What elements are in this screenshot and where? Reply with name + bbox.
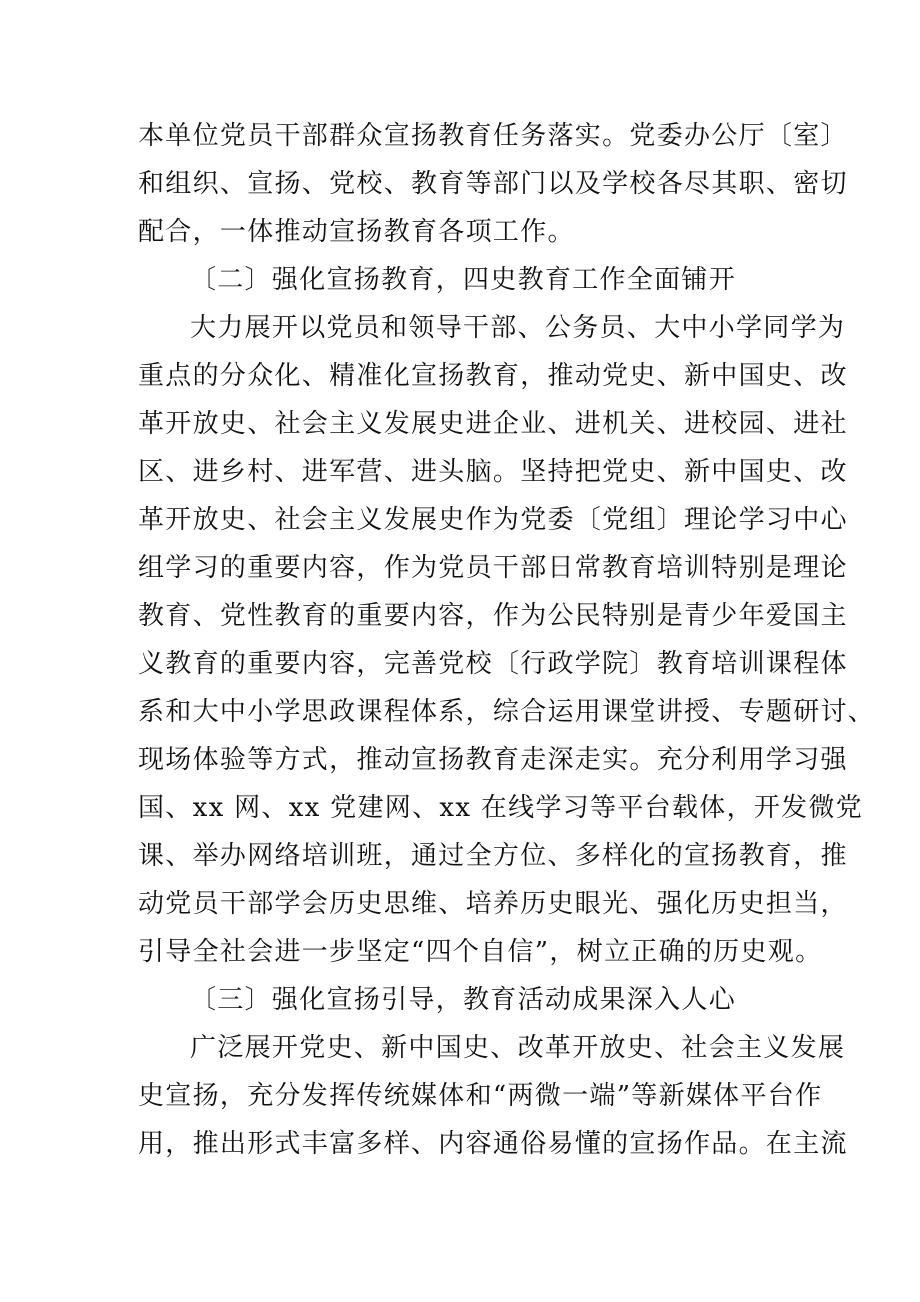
body-line-11: 教育、党性教育的重要内容，作为公民特别是青少年爱国主 — [138, 601, 848, 631]
body-line-9: 革开放史、社会主义发展史作为党委〔党组〕理论学习中心 — [138, 505, 848, 535]
body-line-12: 义教育的重要内容，完善党校〔行政学院〕教育培训课程体 — [138, 649, 848, 679]
body-line-10: 组学习的重要内容，作为党员干部日常教育培训特别是理论 — [138, 553, 848, 583]
body-line-5: 大力展开以党员和领导干部、公务员、大中小学同学为 — [190, 313, 846, 343]
body-line-6: 重点的分众化、精准化宣扬教育，推动党史、新中国史、改 — [138, 361, 848, 391]
body-line-1: 本单位党员干部群众宣扬教育任务落实。党委办公厅〔室〕 — [138, 121, 848, 151]
body-line-13: 系和大中小学思政课程体系，综合运用课堂讲授、专题研讨、 — [138, 697, 876, 727]
section-heading-3: 〔三〕强化宣扬引导，教育活动成果深入人心 — [190, 985, 737, 1015]
body-line-21: 史宣扬，充分发挥传统媒体和“两微一端”等新媒体平台作 — [138, 1081, 823, 1111]
body-line-14: 现场体验等方式，推动宣扬教育走深走实。充分利用学习强 — [138, 745, 848, 775]
body-line-15: 国、xx 网、xx 党建网、xx 在线学习等平台载体，开发微党 — [138, 793, 864, 823]
body-line-2: 和组织、宣扬、党校、教育等部门以及学校各尽其职、密切 — [138, 169, 848, 199]
body-line-3: 配合，一体推动宣扬教育各项工作。 — [138, 217, 575, 247]
body-line-16: 课、举办网络培训班，通过全方位、多样化的宣扬教育，推 — [138, 841, 848, 871]
body-line-7: 革开放史、社会主义发展史进企业、进机关、进校园、进社 — [138, 409, 848, 439]
body-line-8: 区、进乡村、进军营、进头脑。坚持把党史、新中国史、改 — [138, 457, 848, 487]
body-line-18: 引导全社会进一步坚定“四个自信”，树立正确的历史观。 — [138, 937, 823, 967]
body-line-22: 用，推出形式丰富多样、内容通俗易懂的宣扬作品。在主流 — [138, 1129, 848, 1159]
body-line-17: 动党员干部学会历史思维、培养历史眼光、强化历史担当， — [138, 889, 848, 919]
document-body — [138, 112, 876, 1168]
section-heading-2: 〔二〕强化宣扬教育，四史教育工作全面铺开 — [190, 265, 737, 295]
body-line-20: 广泛展开党史、新中国史、改革开放史、社会主义发展 — [190, 1033, 846, 1063]
